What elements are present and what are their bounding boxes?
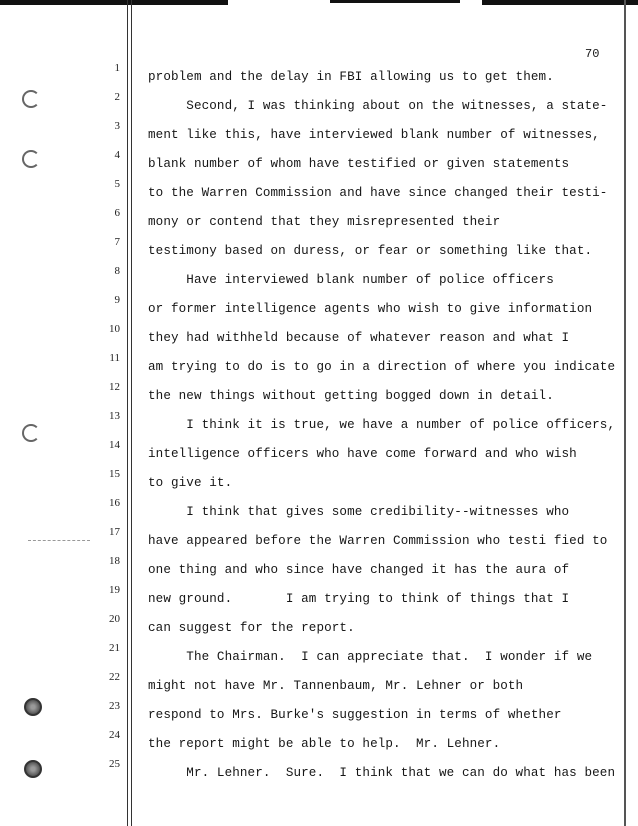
binder-hole-icon (24, 698, 42, 716)
transcript-line: new ground. I am trying to think of things that I (148, 592, 570, 606)
line-number: 4 (114, 149, 120, 161)
transcript-line: I think that gives some credibility--witnesses who (148, 505, 570, 519)
transcript-line: one thing and who since have changed it has the aura of (148, 563, 570, 577)
line-number: 20 (109, 613, 120, 625)
line-number: 7 (114, 236, 120, 248)
binder-hole-icon (22, 424, 40, 442)
transcript-line: The Chairman. I can appreciate that. I wonder if we (148, 650, 593, 664)
line-number: 3 (114, 120, 120, 132)
line-number: 14 (109, 439, 120, 451)
transcript-line: blank number of whom have testified or given statements (148, 157, 570, 171)
line-number: 21 (109, 642, 120, 654)
transcript-line: the new things without getting bogged down in detail. (148, 389, 554, 403)
transcript-line: Second, I was thinking about on the witnesses, a state- (148, 99, 608, 113)
margin-rule (127, 0, 128, 826)
margin-rule (131, 0, 132, 826)
line-number: 25 (109, 758, 120, 770)
line-number: 6 (114, 207, 120, 219)
line-number: 23 (109, 700, 120, 712)
transcript-line: am trying to do is to go in a direction of where you indicate (148, 360, 616, 374)
transcript-line: the report might be able to help. Mr. Lehner. (148, 737, 501, 751)
transcript-line: ment like this, have interviewed blank number of witnesses, (148, 128, 600, 142)
line-number: 22 (109, 671, 120, 683)
transcript-line: might not have Mr. Tannenbaum, Mr. Lehner or both (148, 679, 524, 693)
transcript-line: I think it is true, we have a number of police officers, (148, 418, 616, 432)
binder-hole-icon (22, 150, 40, 168)
transcript-line: they had withheld because of whatever reason and what I (148, 331, 570, 345)
binder-hole-icon (24, 760, 42, 778)
margin-mark (28, 540, 90, 542)
transcript-line: have appeared before the Warren Commission who testi fied to (148, 534, 608, 548)
line-number: 17 (109, 526, 120, 538)
scan-edge-bar (0, 0, 228, 5)
line-number: 11 (109, 352, 120, 364)
binder-hole-icon (22, 90, 40, 108)
transcript-line: problem and the delay in FBI allowing us to get them. (148, 70, 554, 84)
line-number: 18 (109, 555, 120, 567)
transcript-line: Have interviewed blank number of police officers (148, 273, 554, 287)
scan-edge-bar (330, 0, 460, 3)
scan-edge-bar (482, 0, 638, 5)
transcript-line: to give it. (148, 476, 233, 490)
right-margin-rule (624, 0, 626, 826)
line-number: 8 (114, 265, 120, 277)
line-number: 5 (114, 178, 120, 190)
line-number: 19 (109, 584, 120, 596)
page-number: 70 (585, 47, 600, 61)
transcript-line: intelligence officers who have come forward and who wish (148, 447, 577, 461)
transcript-line: mony or contend that they misrepresented their (148, 215, 501, 229)
transcript-line: testimony based on duress, or fear or something like that. (148, 244, 593, 258)
line-number: 24 (109, 729, 120, 741)
transcript-line: respond to Mrs. Burke's suggestion in terms of whether (148, 708, 562, 722)
line-number: 12 (109, 381, 120, 393)
transcript-line: to the Warren Commission and have since changed their testi- (148, 186, 608, 200)
line-number: 9 (114, 294, 120, 306)
transcript-line: can suggest for the report. (148, 621, 355, 635)
line-number: 10 (109, 323, 120, 335)
line-number: 2 (114, 91, 120, 103)
transcript-line: Mr. Lehner. Sure. I think that we can do what has been (148, 766, 616, 780)
line-number: 15 (109, 468, 120, 480)
transcript-line: or former intelligence agents who wish to give information (148, 302, 593, 316)
line-number: 13 (109, 410, 120, 422)
line-number: 16 (109, 497, 120, 509)
line-number: 1 (114, 62, 120, 74)
